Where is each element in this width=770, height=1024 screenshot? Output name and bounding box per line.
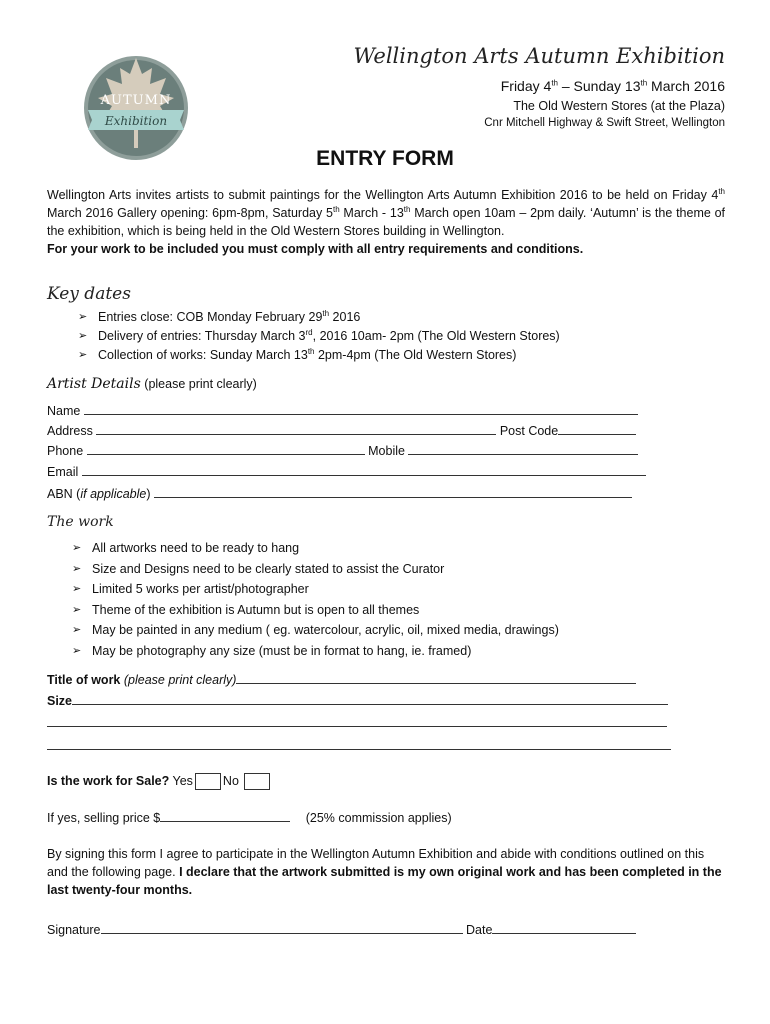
title-of-work-note: (please print clearly) xyxy=(123,673,237,687)
size-extra-field[interactable] xyxy=(47,714,667,727)
list-item xyxy=(72,559,559,580)
item-text: Delivery of entries: Thursday March 3 xyxy=(98,329,306,343)
list-item xyxy=(78,327,560,346)
abn-row xyxy=(47,485,632,501)
intro-sup: th xyxy=(403,204,411,214)
title-of-work-row xyxy=(47,671,636,687)
phone-field[interactable] xyxy=(87,442,365,455)
exhibition-title: Wellington Arts Autumn Exhibition xyxy=(353,44,725,68)
selling-price-row xyxy=(47,809,452,825)
email-row xyxy=(47,463,646,479)
intro-text: Wellington Arts invites artists to submit paintings for the Wellington Arts Autumn Exhibition 2016 to be held on Friday 4 xyxy=(47,188,719,202)
yes-label: Yes xyxy=(172,773,193,788)
list-item xyxy=(72,600,559,621)
artist-details-heading xyxy=(47,376,257,392)
logo-subtitle: Exhibition xyxy=(104,114,168,128)
list-item xyxy=(72,620,559,641)
dates-sup: th xyxy=(640,78,648,88)
list-item xyxy=(78,308,560,327)
item-text: Theme of the exhibition is Autumn but is open to all themes xyxy=(92,602,420,617)
list-item xyxy=(72,579,559,600)
list-item xyxy=(78,346,560,365)
venue-line-2: Cnr Mitchell Highway & Swift Street, Wellington xyxy=(484,117,725,129)
list-item xyxy=(72,538,559,559)
item-sup: th xyxy=(322,308,330,318)
address-row xyxy=(47,422,636,438)
item-text: May be painted in any medium ( eg. watercolour, acrylic, oil, mixed media, drawings) xyxy=(92,623,559,637)
address-label: Address xyxy=(47,424,93,438)
intro-sup: th xyxy=(718,186,725,196)
arrow-bullet-icon: ➢ xyxy=(72,542,82,554)
commission-note: (25% commission applies) xyxy=(305,811,452,825)
intro-text: March - 13 xyxy=(339,206,404,220)
size-extra-row xyxy=(47,714,667,730)
name-label: Name xyxy=(47,404,81,418)
list-item xyxy=(72,641,559,662)
selling-price-field[interactable] xyxy=(160,809,290,822)
size-label: Size xyxy=(47,694,73,708)
intro-sup: th xyxy=(332,204,340,214)
artist-heading-text: Artist Details xyxy=(47,376,141,392)
exhibition-dates xyxy=(501,78,725,94)
item-text: Limited 5 works per artist/photographer xyxy=(92,582,309,596)
selling-price-label: If yes, selling price $ xyxy=(47,811,161,825)
arrow-bullet-icon: ➢ xyxy=(78,330,88,342)
abn-label: ABN ( xyxy=(47,487,81,501)
mobile-field[interactable] xyxy=(408,442,638,455)
size-extra-field[interactable] xyxy=(47,737,671,750)
mobile-label: Mobile xyxy=(368,444,405,458)
name-row xyxy=(47,402,638,418)
intro-text: March open 10am – 2pm daily. ‘Autumn’ is the theme of the exhibition, which is being held in the Old Western Stores building in Wellington. xyxy=(47,206,726,238)
size-row xyxy=(47,692,668,708)
title-of-work-field[interactable] xyxy=(236,671,636,684)
dates-part: – Sunday 13 xyxy=(557,78,641,94)
item-sup: th xyxy=(307,346,315,356)
intro-text: March 2016 Gallery opening: 6pm-8pm, Saturday 5 xyxy=(47,206,333,220)
item-text: Size and Designs need to be clearly stated to assist the Curator xyxy=(92,561,445,576)
declaration-bold: I declare that the artwork submitted is my own original work and has been completed in the last twenty-four months. xyxy=(47,865,722,897)
intro-requirement: For your work to be included you must comply with all entry requirements and conditions. xyxy=(47,242,584,256)
arrow-bullet-icon: ➢ xyxy=(72,624,82,636)
declaration-text: By signing this form I agree to participate in the Wellington Autumn Exhibition and abide with conditions outlined on this and the following page. xyxy=(47,847,705,879)
abn-label-close: ) xyxy=(146,487,151,501)
postcode-label: Post Code xyxy=(499,424,559,438)
artist-heading-note: (please print clearly) xyxy=(144,377,257,391)
for-sale-label: Is the work for Sale? xyxy=(47,773,170,788)
email-field[interactable] xyxy=(82,463,646,476)
work-requirements-list xyxy=(72,538,559,661)
arrow-bullet-icon: ➢ xyxy=(78,349,88,361)
name-field[interactable] xyxy=(84,402,638,415)
item-text: Collection of works: Sunday March 13 xyxy=(98,348,308,362)
form-title: ENTRY FORM xyxy=(316,147,454,170)
item-text: , 2016 10am- 2pm (The Old Western Stores) xyxy=(312,329,560,343)
date-field[interactable] xyxy=(492,921,636,934)
declaration-paragraph xyxy=(47,845,725,899)
phone-label: Phone xyxy=(47,444,84,458)
venue-line-1: The Old Western Stores (at the Plaza) xyxy=(513,99,725,113)
title-of-work-label: Title of work xyxy=(47,673,121,687)
key-dates-list xyxy=(78,308,560,365)
phone-row xyxy=(47,442,638,458)
for-sale-row xyxy=(47,773,272,790)
item-sup: rd xyxy=(305,327,313,337)
no-checkbox[interactable] xyxy=(244,773,270,790)
size-field[interactable] xyxy=(72,692,668,705)
arrow-bullet-icon: ➢ xyxy=(72,562,82,575)
arrow-bullet-icon: ➢ xyxy=(72,583,82,595)
abn-note: if applicable xyxy=(80,487,147,501)
key-dates-heading: Key dates xyxy=(47,284,131,304)
arrow-bullet-icon: ➢ xyxy=(78,311,88,323)
signature-label: Signature xyxy=(47,923,101,937)
signature-field[interactable] xyxy=(101,921,463,934)
item-text: 2016 xyxy=(329,310,361,324)
abn-field[interactable] xyxy=(154,485,632,498)
postcode-field[interactable] xyxy=(558,422,636,435)
the-work-heading: The work xyxy=(47,514,114,530)
dates-sup: th xyxy=(551,78,558,88)
signature-row xyxy=(47,921,636,937)
arrow-bullet-icon: ➢ xyxy=(72,603,82,616)
item-text: 2pm-4pm (The Old Western Stores) xyxy=(314,348,517,362)
dates-part: Friday 4 xyxy=(500,78,552,94)
item-text: All artworks need to be ready to hang xyxy=(92,541,300,555)
no-label: No xyxy=(222,773,239,788)
item-text: Entries close: COB Monday February 29 xyxy=(98,310,323,324)
yes-checkbox[interactable] xyxy=(195,773,221,790)
item-text: May be photography any size (must be in format to hang, ie. framed) xyxy=(92,643,472,658)
address-field[interactable] xyxy=(96,422,496,435)
dates-part: March 2016 xyxy=(647,78,725,94)
intro-paragraph xyxy=(47,186,725,258)
logo-title: AUTUMN xyxy=(100,93,172,108)
arrow-bullet-icon: ➢ xyxy=(72,644,82,657)
email-label: Email xyxy=(47,465,79,479)
size-extra-row xyxy=(47,737,671,753)
date-label: Date xyxy=(466,923,493,937)
